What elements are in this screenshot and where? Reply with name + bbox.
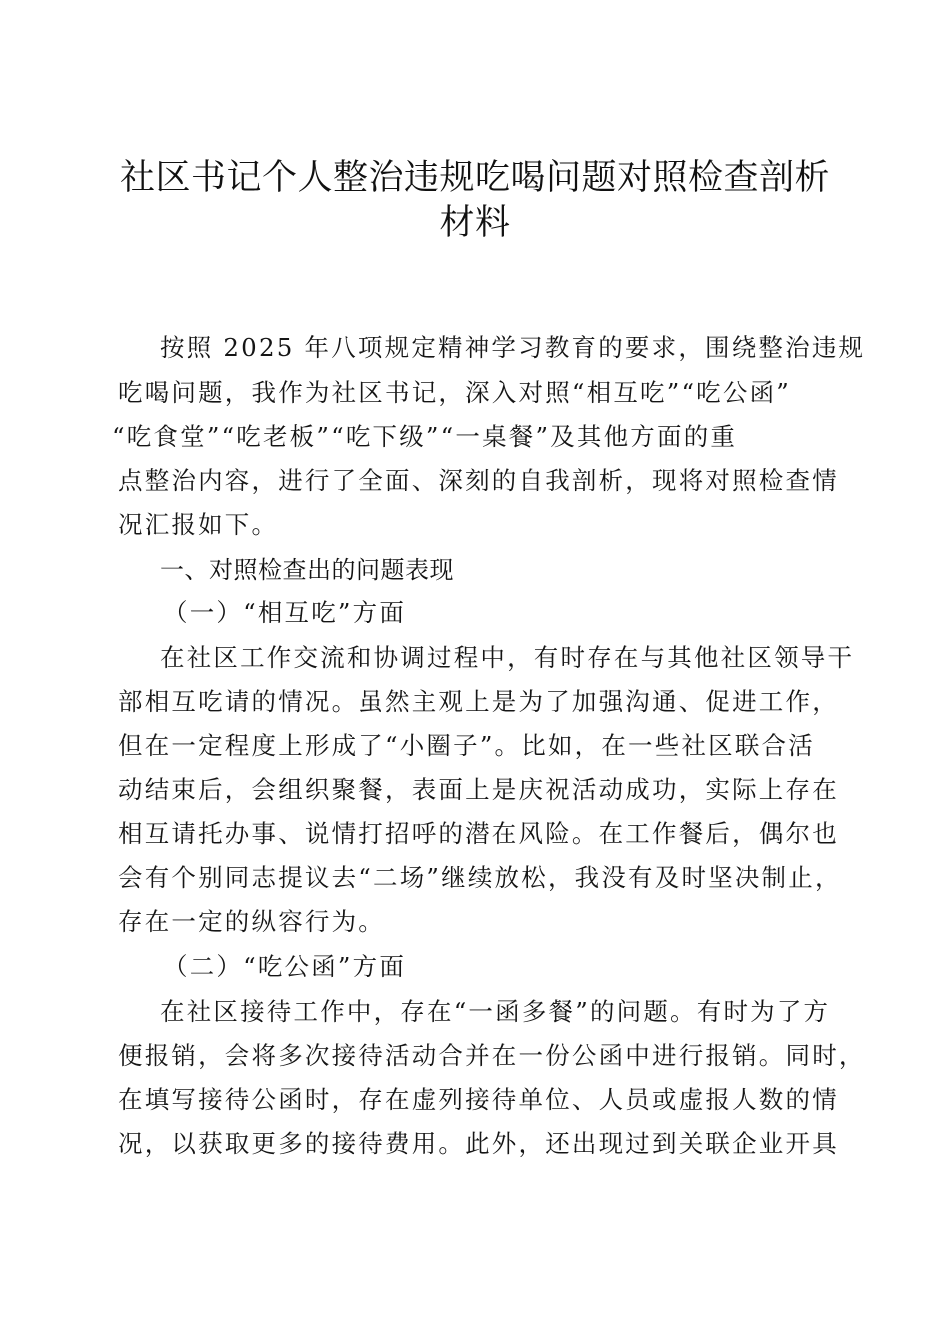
subsection-1-line-3: 但在一定程度上形成了“小圈子”。比如，在一些社区联合活	[118, 731, 815, 760]
subsection-2-line-2: 便报销，会将多次接待活动合并在一份公函中进行报销。同时，	[118, 1041, 866, 1070]
subsection-1-heading: （一）“相互吃”方面	[163, 598, 407, 627]
intro-line-2: 吃喝问题，我作为社区书记，深入对照“相互吃”“吃公函”	[118, 378, 791, 407]
subsection-2-line-3: 在填写接待公函时，存在虚列接待单位、人员或虚报人数的情	[118, 1085, 839, 1114]
intro-line-5: 况汇报如下。	[118, 510, 279, 539]
subsection-1-line-6: 会有个别同志提议去“二场”继续放松，我没有及时坚决制止，	[118, 863, 842, 892]
subsection-2-heading: （二）“吃公函”方面	[163, 952, 407, 981]
subsection-1-line-7: 存在一定的纵容行为。	[118, 907, 385, 936]
subsection-2-line-1: 在社区接待工作中，存在“一函多餐”的问题。有时为了方	[160, 997, 831, 1026]
section-1-heading: 一、对照检查出的问题表现	[160, 556, 454, 584]
intro-line-3: “吃食堂”“吃老板”“吃下级”“一桌餐”及其他方面的重	[112, 422, 738, 451]
document-title-line-1: 社区书记个人整治违规吃喝问题对照检查剖析	[119, 158, 830, 198]
subsection-1-line-4: 动结束后，会组织聚餐，表面上是庆祝活动成功，实际上存在	[118, 775, 839, 804]
intro-line-4: 点整治内容，进行了全面、深刻的自我剖析，现将对照检查情	[118, 466, 839, 495]
intro-line-1: 按照 2025 年八项规定精神学习教育的要求，围绕整治违规	[160, 333, 866, 362]
subsection-1-line-1: 在社区工作交流和协调过程中，有时存在与其他社区领导干	[160, 643, 855, 672]
subsection-2-line-4: 况，以获取更多的接待费用。此外，还出现过到关联企业开具	[118, 1129, 839, 1158]
document-title-line-2: 材料	[439, 203, 511, 243]
subsection-1-line-5: 相互请托办事、说情打招呼的潜在风险。在工作餐后，偶尔也	[118, 819, 839, 848]
subsection-1-line-2: 部相互吃请的情况。虽然主观上是为了加强沟通、促进工作，	[118, 687, 839, 716]
